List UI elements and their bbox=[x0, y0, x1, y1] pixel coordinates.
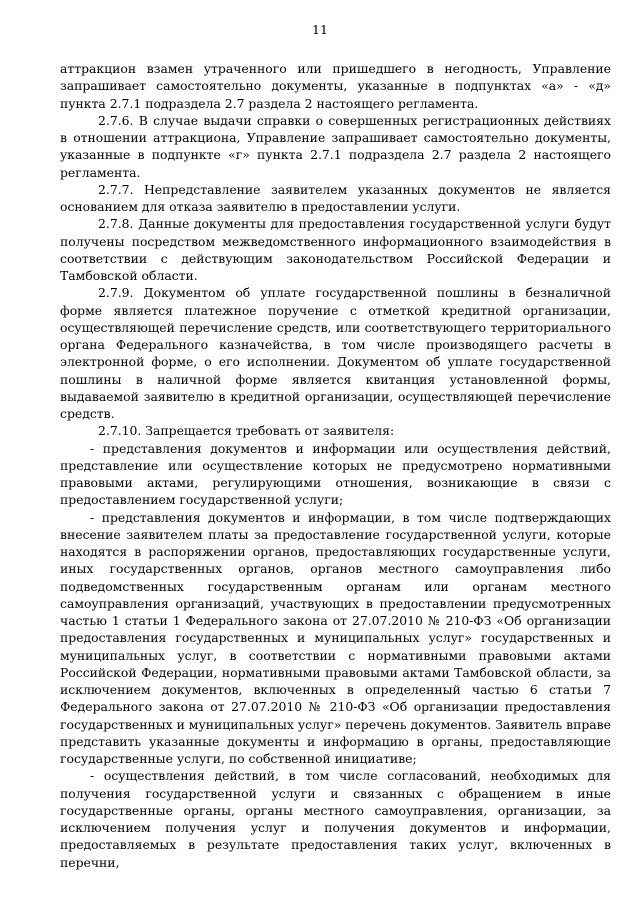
paragraph-2-7-6: 2.7.6. В случае выдачи справки о совершенных регистрационных действиях в отношении аттракциона, Управление запрашивает самостоятельно документы, указанные в подпункте «г» пункта 2.7.1 подраздела 2.7 раздела 2 настоящего регламента. bbox=[60, 112, 611, 180]
paragraph-2-7-10: 2.7.10. Запрещается требовать от заявителя: bbox=[98, 423, 395, 439]
paragraph-continuation: аттракцион взамен утраченного или пришедшего в негодность, Управление запрашивает самостоятельно документы, указанные в подпунктах «а» - «д» пункта 2.7.1 подраздела 2.7 раздела 2 настоящего регламента. bbox=[60, 61, 611, 111]
list-item-dash-1: - представления документов и информации или осуществления действий, представление или осуществление которых не предусмотрено нормативными правовыми актами, регулирующими отношения, возникающие в связи с предоставлением государственной услуги; bbox=[60, 440, 611, 508]
list-item-dash-3: - осуществления действий, в том числе согласований, необходимых для получения государственной услуги и связанных с обращением в иные государственные органы, органы местного самоуправления, организации, за исключением получения услуг и получения документов и информации, предоставляемых в результате предоставления таких услуг, включенных в перечни, bbox=[60, 768, 611, 870]
paragraph-2-7-9: 2.7.9. Документом об уплате государственной пошлины в безналичной форме является платежное поручение с отметкой кредитной организации, осуществляющей перечисление средств, или соответствующего территориального органа Федерального казначейства, в том числе производящего расчеты в электронной форме, о его исполнении. Документом об уплате государственной пошлины в наличной форме является квитанция установленной формы, выдаваемой заявителю в кредитной организации, осуществляющей перечисление средств. bbox=[60, 285, 611, 421]
paragraph-2-7-7: 2.7.7. Непредставление заявителем указанных документов не является основанием для отказа заявителю в предоставлении услуги. bbox=[60, 181, 611, 214]
page-number: 11 bbox=[312, 22, 328, 37]
paragraph-2-7-8: 2.7.8. Данные документы для предоставления государственной услуги будут получены посредством межведомственного информационного взаимодействия в соответствии с действующим законодательством Российской Федерации и Тамбовской области. bbox=[60, 216, 611, 283]
list-item-dash-2: - представления документов и информации, в том числе подтверждающих внесение заявителем платы за предоставление государственной услуги, которые находятся в распоряжении органов, предоставляющих государственные услуги, иных государственных органов, органов местного самоуправления либо подведомственных государственным органам или органам местного самоуправления организаций, участвующих в предоставлении предусмотренных частью 1 статьи 1 Федерального закона от 27.07.2010 № 210-ФЗ «Об организации предоставления государственных и муниципальных услуг» государственных и муниципальных услуг, в соответствии с нормативными правовыми актами Российской Федерации, нормативными правовыми актами Тамбовской области, за исключением документов, включенных в определенный частью 6 статьи 7 Федерального закона от 27.07.2010 № 210-ФЗ «Об организации предоставления государственных и муниципальных услуг» перечень документов. Заявитель вправе представить указанные документы и информацию в органы, предоставляющие государственные услуги, по собственной инициативе; bbox=[60, 509, 611, 766]
document-body bbox=[60, 60, 611, 871]
